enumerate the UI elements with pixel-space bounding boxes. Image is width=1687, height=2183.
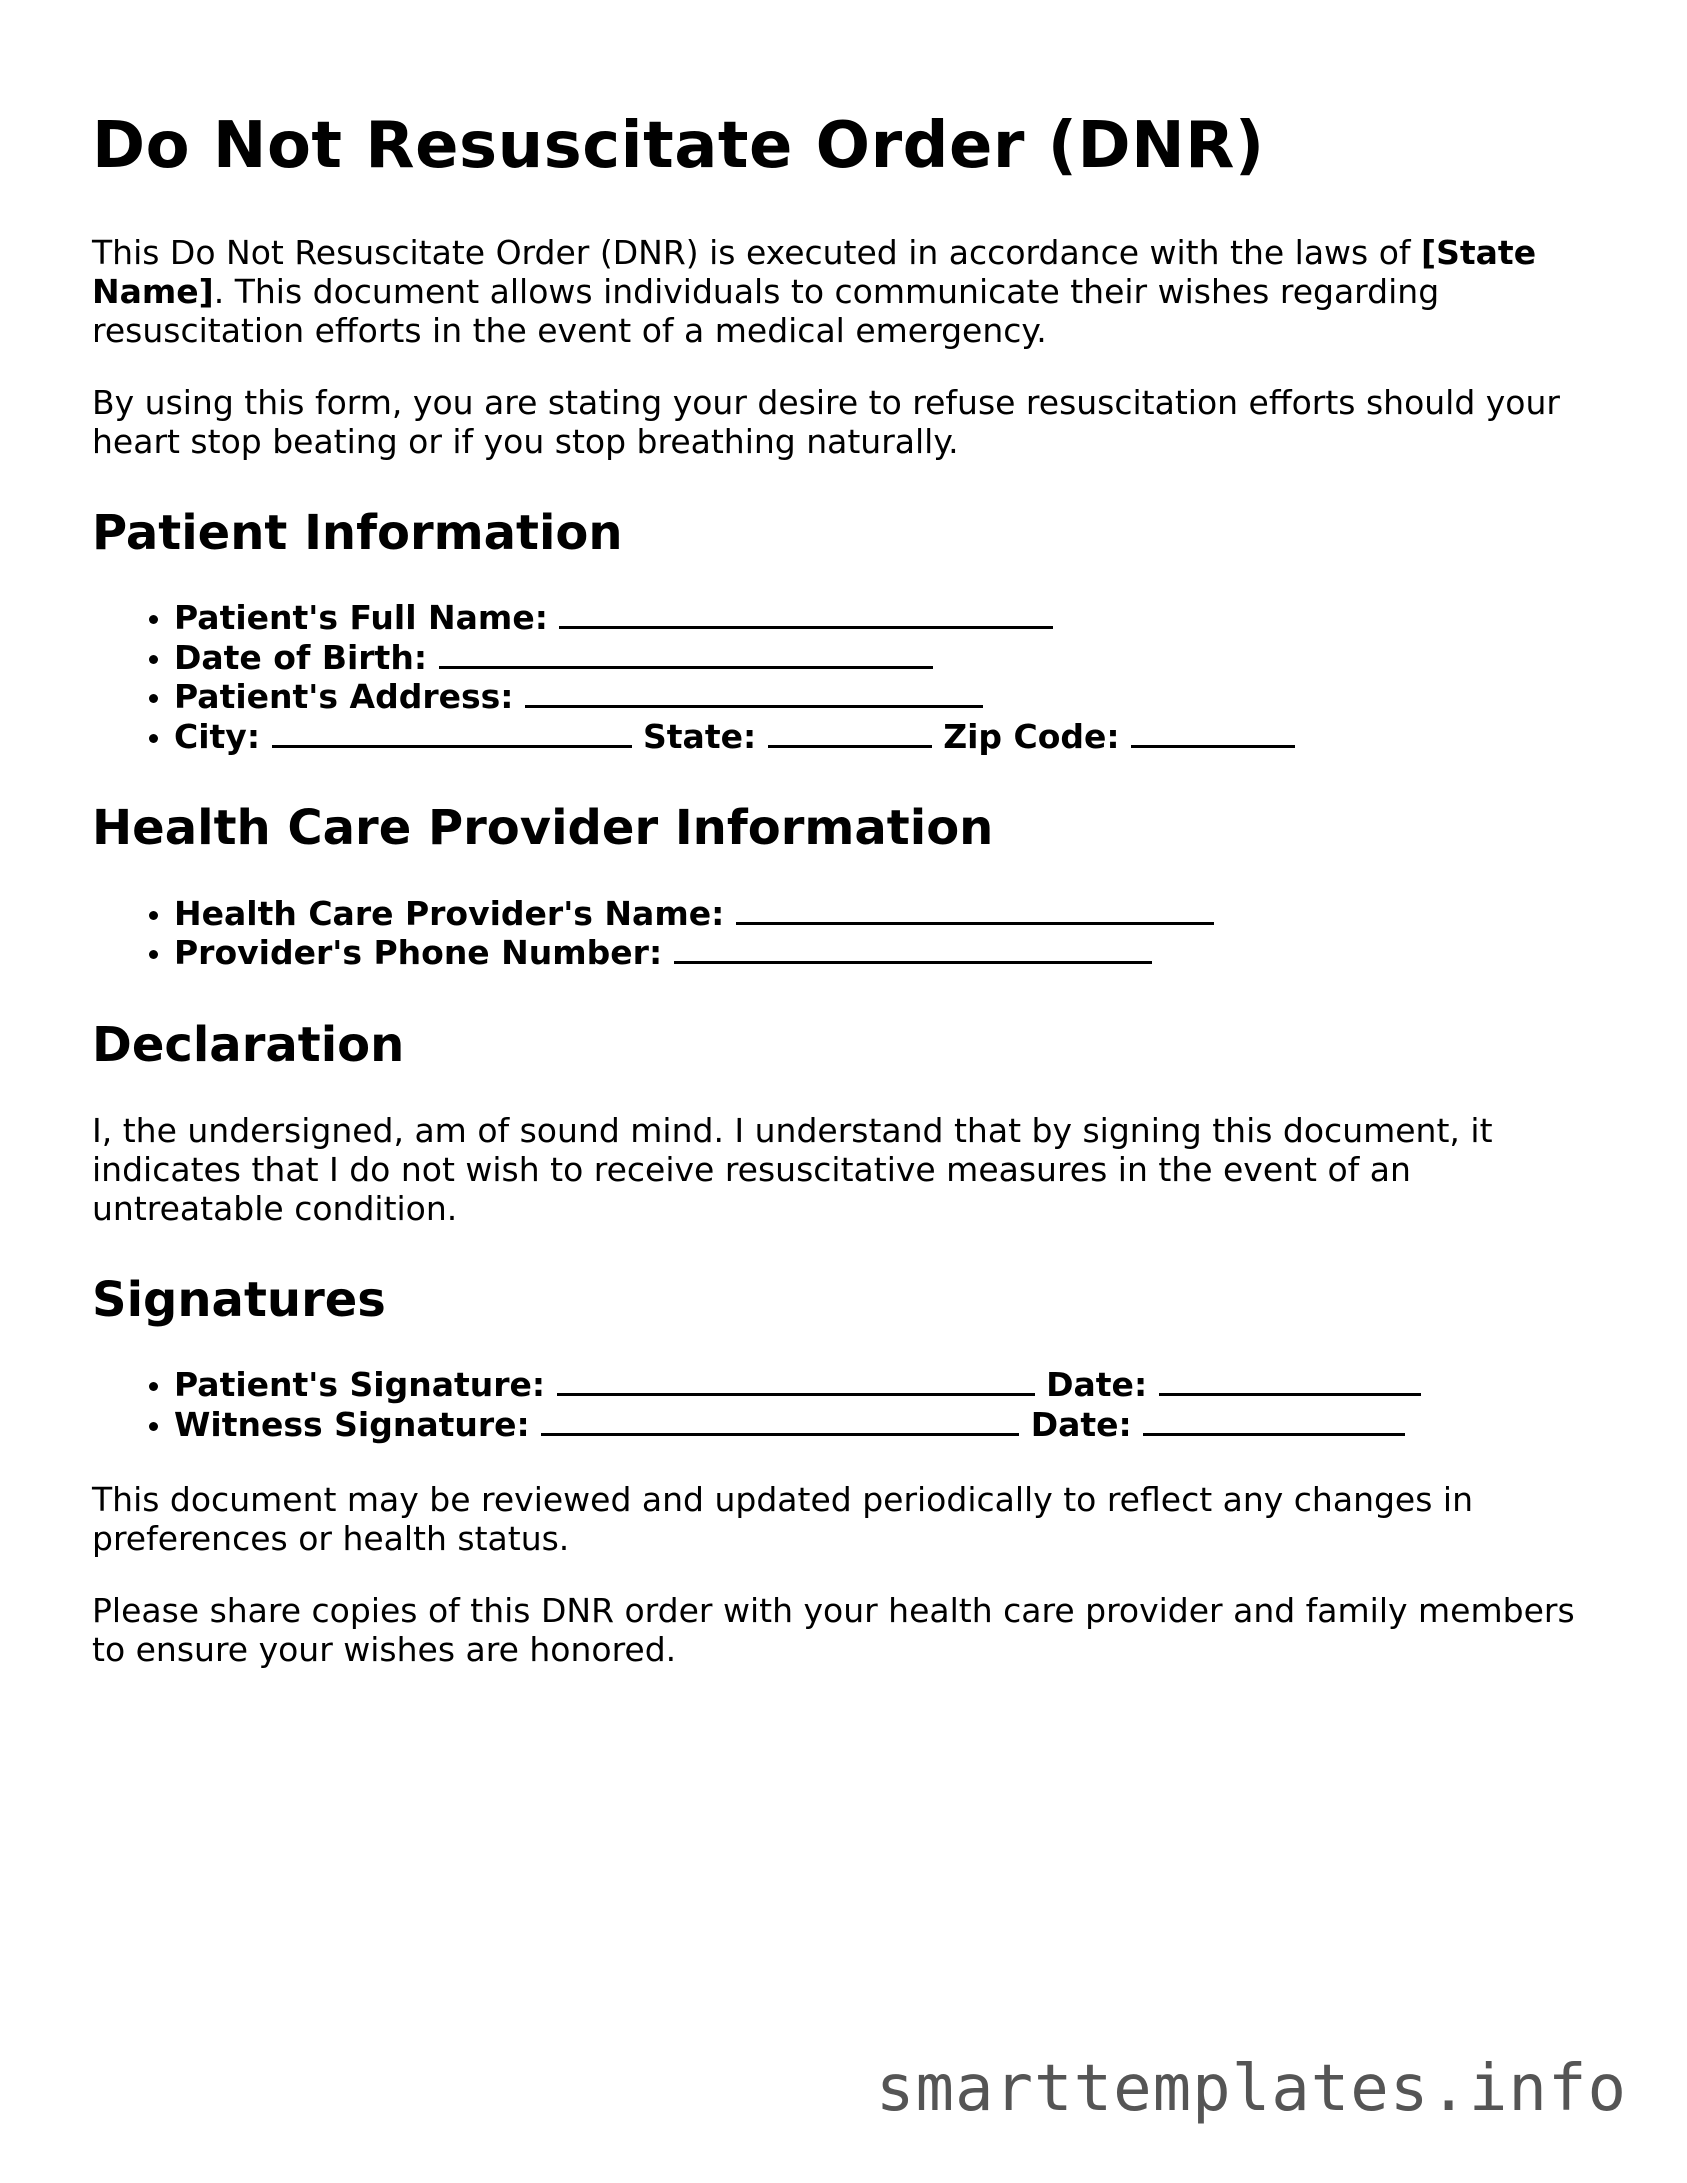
address-field[interactable] — [525, 677, 983, 708]
intro-paragraph — [92, 233, 1592, 350]
list-item — [174, 933, 1592, 973]
document-title: Do Not Resuscitate Order (DNR) — [92, 109, 1265, 183]
list-item — [174, 677, 1592, 717]
intro-text-end: . This document allows individuals to communicate their wishes regarding resuscitation efforts in the event of a medical emergency. — [92, 271, 1440, 350]
document-page — [92, 108, 1592, 1702]
patient-date-field[interactable] — [1159, 1365, 1421, 1396]
signatures-heading: Signatures — [92, 1271, 386, 1328]
provider-phone-field[interactable] — [674, 933, 1152, 964]
witness-signature-field[interactable] — [541, 1405, 1019, 1436]
witness-date-label: Date: — [1030, 1404, 1132, 1444]
state-label: State: — [643, 716, 757, 756]
city-label: City: — [174, 716, 261, 756]
witness-date-field[interactable] — [1143, 1405, 1405, 1436]
zip-field[interactable] — [1131, 717, 1295, 748]
closing-paragraph-1: This document may be reviewed and updated periodically to reflect any changes in preferences or health status. — [92, 1480, 1474, 1559]
full-name-label: Patient's Full Name: — [174, 598, 548, 638]
list-item — [174, 894, 1592, 934]
provider-phone-label: Provider's Phone Number: — [174, 933, 663, 973]
declaration-heading: Declaration — [92, 1016, 405, 1073]
address-label: Patient's Address: — [174, 677, 514, 717]
list-item — [174, 1405, 1592, 1445]
list-item — [174, 1365, 1592, 1405]
provider-information-list — [92, 894, 1592, 973]
patient-signature-label: Patient's Signature: — [174, 1365, 546, 1405]
intro-text-start: This Do Not Resuscitate Order (DNR) is executed in accordance with the laws of — [92, 232, 1422, 272]
closing-paragraph-2: Please share copies of this DNR order with your health care provider and family members to ensure your wishes are honored. — [92, 1591, 1575, 1670]
dob-field[interactable] — [439, 638, 933, 669]
declaration-text: I, the undersigned, am of sound mind. I understand that by signing this document, it indicates that I do not wish to receive resuscitative measures in the event of an untreatable condition. — [92, 1110, 1493, 1228]
dob-label: Date of Birth: — [174, 637, 428, 677]
list-item — [174, 638, 1592, 678]
signatures-list — [92, 1365, 1592, 1444]
patient-information-heading: Patient Information — [92, 504, 623, 561]
full-name-field[interactable] — [559, 598, 1053, 629]
provider-name-field[interactable] — [736, 894, 1214, 925]
city-field[interactable] — [272, 717, 632, 748]
patient-date-label: Date: — [1046, 1365, 1148, 1405]
provider-name-label: Health Care Provider's Name: — [174, 893, 725, 933]
list-item — [174, 598, 1592, 638]
state-name-placeholder: [State Name] — [92, 232, 1537, 311]
patient-signature-field[interactable] — [557, 1365, 1035, 1396]
state-field[interactable] — [768, 717, 932, 748]
patient-information-list — [92, 598, 1592, 756]
witness-signature-label: Witness Signature: — [174, 1404, 530, 1444]
watermark: smarttemplates.info — [875, 2052, 1627, 2126]
list-item — [174, 717, 1592, 757]
intro-paragraph-2: By using this form, you are stating your desire to refuse resuscitation efforts should your heart stop beating or if you stop breathing naturally. — [92, 382, 1560, 461]
provider-information-heading: Health Care Provider Information — [92, 800, 994, 857]
zip-label: Zip Code: — [943, 716, 1120, 756]
